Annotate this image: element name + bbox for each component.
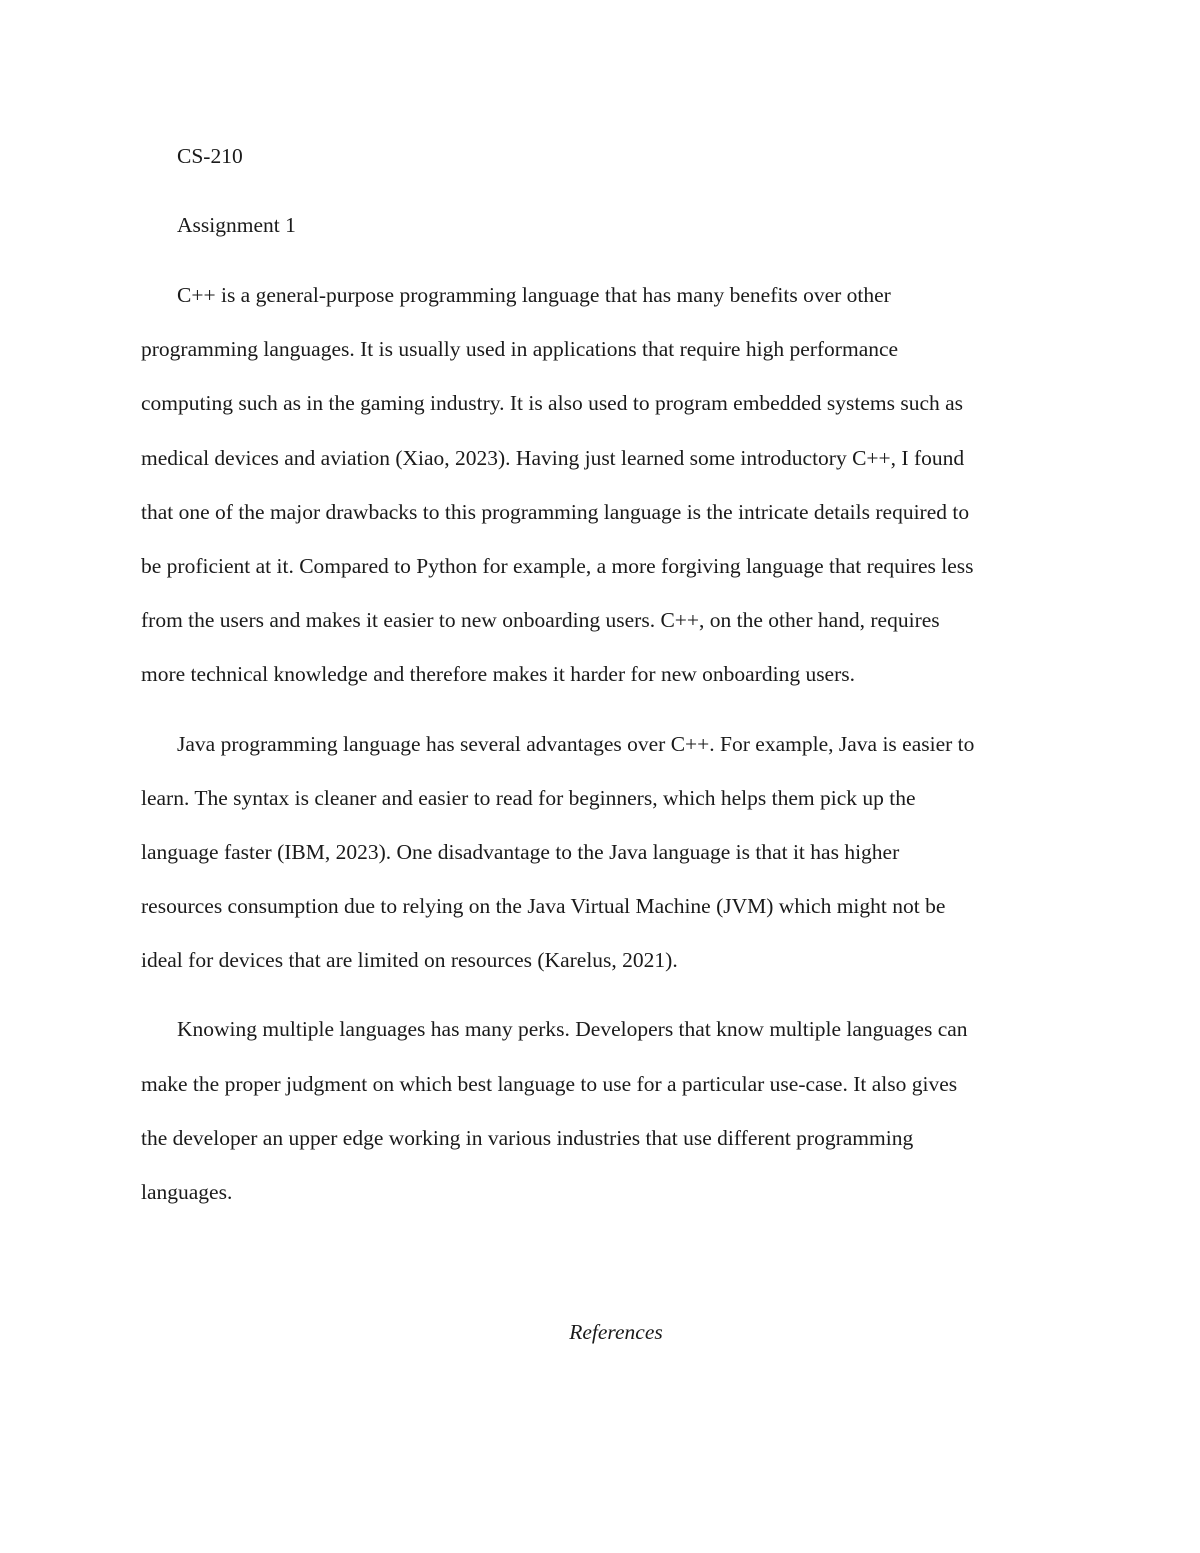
course-code: CS-210 <box>177 144 243 168</box>
text-line: medical devices and aviation (Xiao, 2023). Having just learned some introductory C++, I found <box>141 445 965 470</box>
text-line: make the proper judgment on which best language to use for a particular use-case. It also gives <box>141 1071 958 1096</box>
references-heading: References <box>569 1320 663 1344</box>
text-line: languages. <box>141 1180 233 1204</box>
essay-body <box>141 279 1057 1230</box>
paragraph-java <box>141 728 1057 999</box>
paragraph-cpp <box>141 279 1057 713</box>
assignment-title: Assignment 1 <box>177 213 296 237</box>
paragraph-multiple-languages <box>141 1013 1057 1230</box>
text-line: Knowing multiple languages has many perks. Developers that know multiple languages can <box>177 1017 968 1042</box>
text-line: computing such as in the gaming industry. It is also used to program embedded systems such as <box>141 391 964 416</box>
text-line: from the users and makes it easier to new onboarding users. C++, on the other hand, requires <box>141 608 940 633</box>
text-line: ideal for devices that are limited on resources (Karelus, 2021). <box>141 948 678 973</box>
text-line: Java programming language has several advantages over C++. For example, Java is easier to <box>177 731 975 756</box>
text-line: learn. The syntax is cleaner and easier to read for beginners, which helps them pick up the <box>141 785 916 810</box>
text-line: C++ is a general-purpose programming language that has many benefits over other <box>177 283 891 307</box>
text-line: be proficient at it. Compared to Python for example, a more forgiving language that requires less <box>141 553 974 578</box>
text-line: programming languages. It is usually used in applications that require high performance <box>141 337 899 362</box>
text-line: more technical knowledge and therefore makes it harder for new onboarding users. <box>141 662 856 687</box>
text-line: language faster (IBM, 2023). One disadvantage to the Java language is that it has higher <box>141 839 900 864</box>
text-line: resources consumption due to relying on the Java Virtual Machine (JVM) which might not be <box>141 894 946 919</box>
text-line: the developer an upper edge working in various industries that use different programming <box>141 1125 914 1150</box>
text-line: that one of the major drawbacks to this programming language is the intricate details required to <box>141 499 970 524</box>
